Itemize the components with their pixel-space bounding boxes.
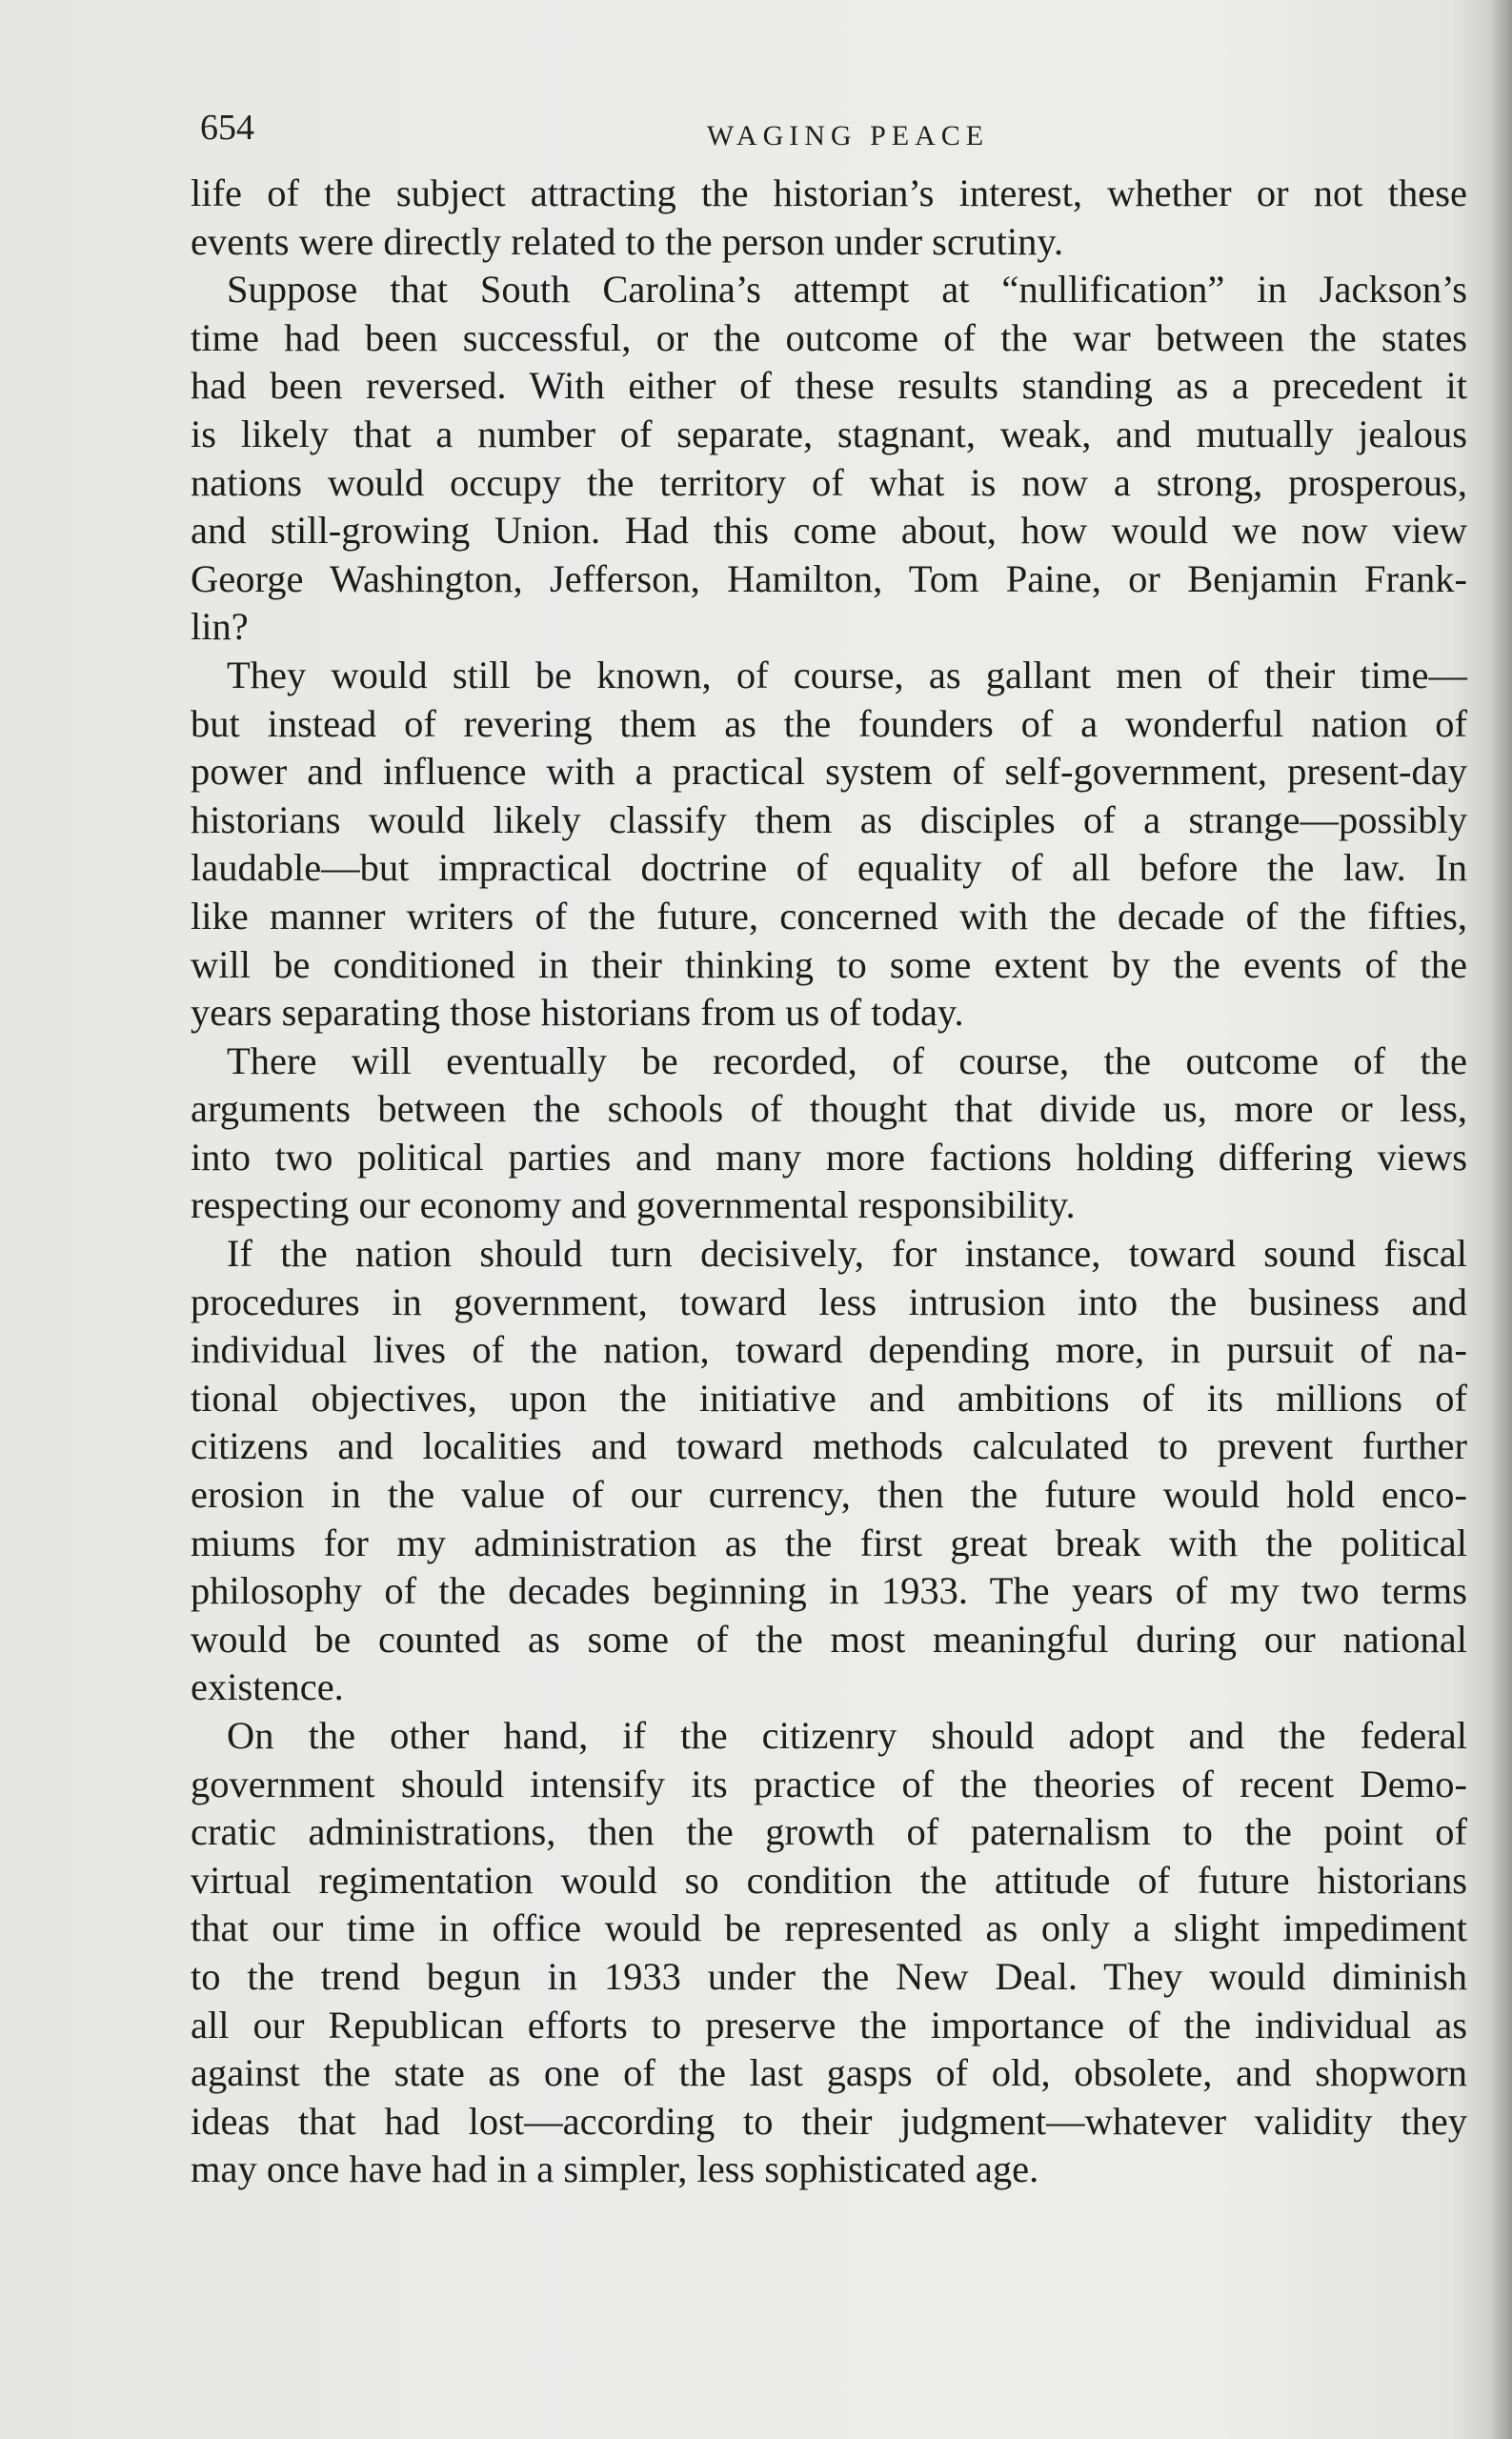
paragraph	[191, 1038, 1467, 1230]
paragraph	[191, 170, 1467, 266]
paragraph	[191, 1712, 1467, 2194]
text-line: George Washington, Jefferson, Hamilton, Tom Paine, or Benjamin Frank-	[191, 556, 1467, 600]
text-line: to the trend begun in 1933 under the New Deal. They would diminish	[191, 1954, 1467, 1998]
text-line: time had been successful, or the outcome of the war between the states	[191, 315, 1467, 359]
text-line: will be conditioned in their thinking to some extent by the events of the	[191, 942, 1467, 986]
text-line: would be counted as some of the most meaningful during our national	[191, 1617, 1467, 1661]
text-line: erosion in the value of our currency, then the future would hold enco-	[191, 1473, 1467, 1517]
text-line: is likely that a number of separate, stagnant, weak, and mutually jealous	[191, 412, 1467, 455]
text-line: historians would likely classify them as disciples of a strange—possibly	[191, 797, 1467, 841]
page-number: 654	[200, 108, 254, 148]
text-line: all our Republican efforts to preserve the importance of the individual as	[191, 2003, 1467, 2046]
text-line: that our time in office would be represented as only a slight impediment	[191, 1906, 1467, 1950]
text-line: philosophy of the decades beginning in 1933. The years of my two terms	[191, 1569, 1467, 1613]
text-line: like manner writers of the future, concerned with the decade of the fifties,	[191, 894, 1467, 937]
text-line: miums for my administration as the first great break with the political	[191, 1521, 1467, 1564]
text-line: respecting our economy and governmental responsibility.	[191, 1183, 1076, 1227]
text-line: may once have had in a simpler, less sophisticated age.	[191, 2147, 1039, 2191]
paragraph	[191, 652, 1467, 1038]
text-line: against the state as one of the last gasps of old, obsolete, and shopworn	[191, 2051, 1467, 2095]
text-line: virtual regimentation would so condition the attitude of future historians	[191, 1858, 1467, 1902]
text-line: laudable—but impractical doctrine of equality of all before the law. In	[191, 846, 1467, 890]
paragraph	[191, 266, 1467, 652]
running-head	[200, 107, 1467, 164]
text-line: nations would occupy the territory of what is now a strong, prosperous,	[191, 460, 1467, 504]
text-line: lin?	[191, 605, 249, 649]
text-line: and still-growing Union. Had this come about, how would we now view	[191, 509, 1467, 553]
body-text	[191, 170, 1467, 2194]
text-line: events were directly related to the person under scrutiny.	[191, 219, 1064, 263]
text-line: cratic administrations, then the growth of paternalism to the point of	[191, 1810, 1467, 1854]
text-line: arguments between the schools of thought that divide us, more or less,	[191, 1087, 1467, 1131]
text-line: existence.	[191, 1665, 344, 1709]
paragraph	[191, 1230, 1467, 1712]
text-line: If the nation should turn decisively, for instance, toward sound fiscal	[227, 1232, 1467, 1276]
text-line: On the other hand, if the citizenry should adopt and the federal	[227, 1714, 1467, 1757]
text-line: ideas that had lost—according to their judgment—whatever validity they	[191, 2099, 1467, 2143]
text-line: citizens and localities and toward methods calculated to prevent further	[191, 1424, 1467, 1468]
text-line: years separating those historians from us of today.	[191, 991, 964, 1035]
text-line: life of the subject attracting the historian’s interest, whether or not these	[191, 171, 1467, 214]
text-line: had been reversed. With either of these results standing as a precedent it	[191, 364, 1467, 408]
text-line: There will eventually be recorded, of course, the outcome of the	[227, 1038, 1467, 1082]
text-line: power and influence with a practical system of self-government, present-day	[191, 750, 1467, 794]
text-line: into two political parties and many more factions holding differing views	[191, 1135, 1467, 1179]
text-line: procedures in government, toward less intrusion into the business and	[191, 1280, 1467, 1323]
text-line: tional objectives, upon the initiative and ambitions of its millions of	[191, 1376, 1467, 1420]
text-line: They would still be known, of course, as gallant men of their time—	[227, 653, 1467, 696]
running-title: WAGING PEACE	[706, 120, 990, 151]
text-line: Suppose that South Carolina’s attempt at “nullification” in Jackson’s	[227, 268, 1467, 312]
text-line: government should intensify its practice of the theories of recent Demo-	[191, 1762, 1467, 1805]
text-line: but instead of revering them as the founders of a wonderful nation of	[191, 701, 1467, 745]
text-line: individual lives of the nation, toward depending more, in pursuit of na-	[191, 1328, 1467, 1372]
